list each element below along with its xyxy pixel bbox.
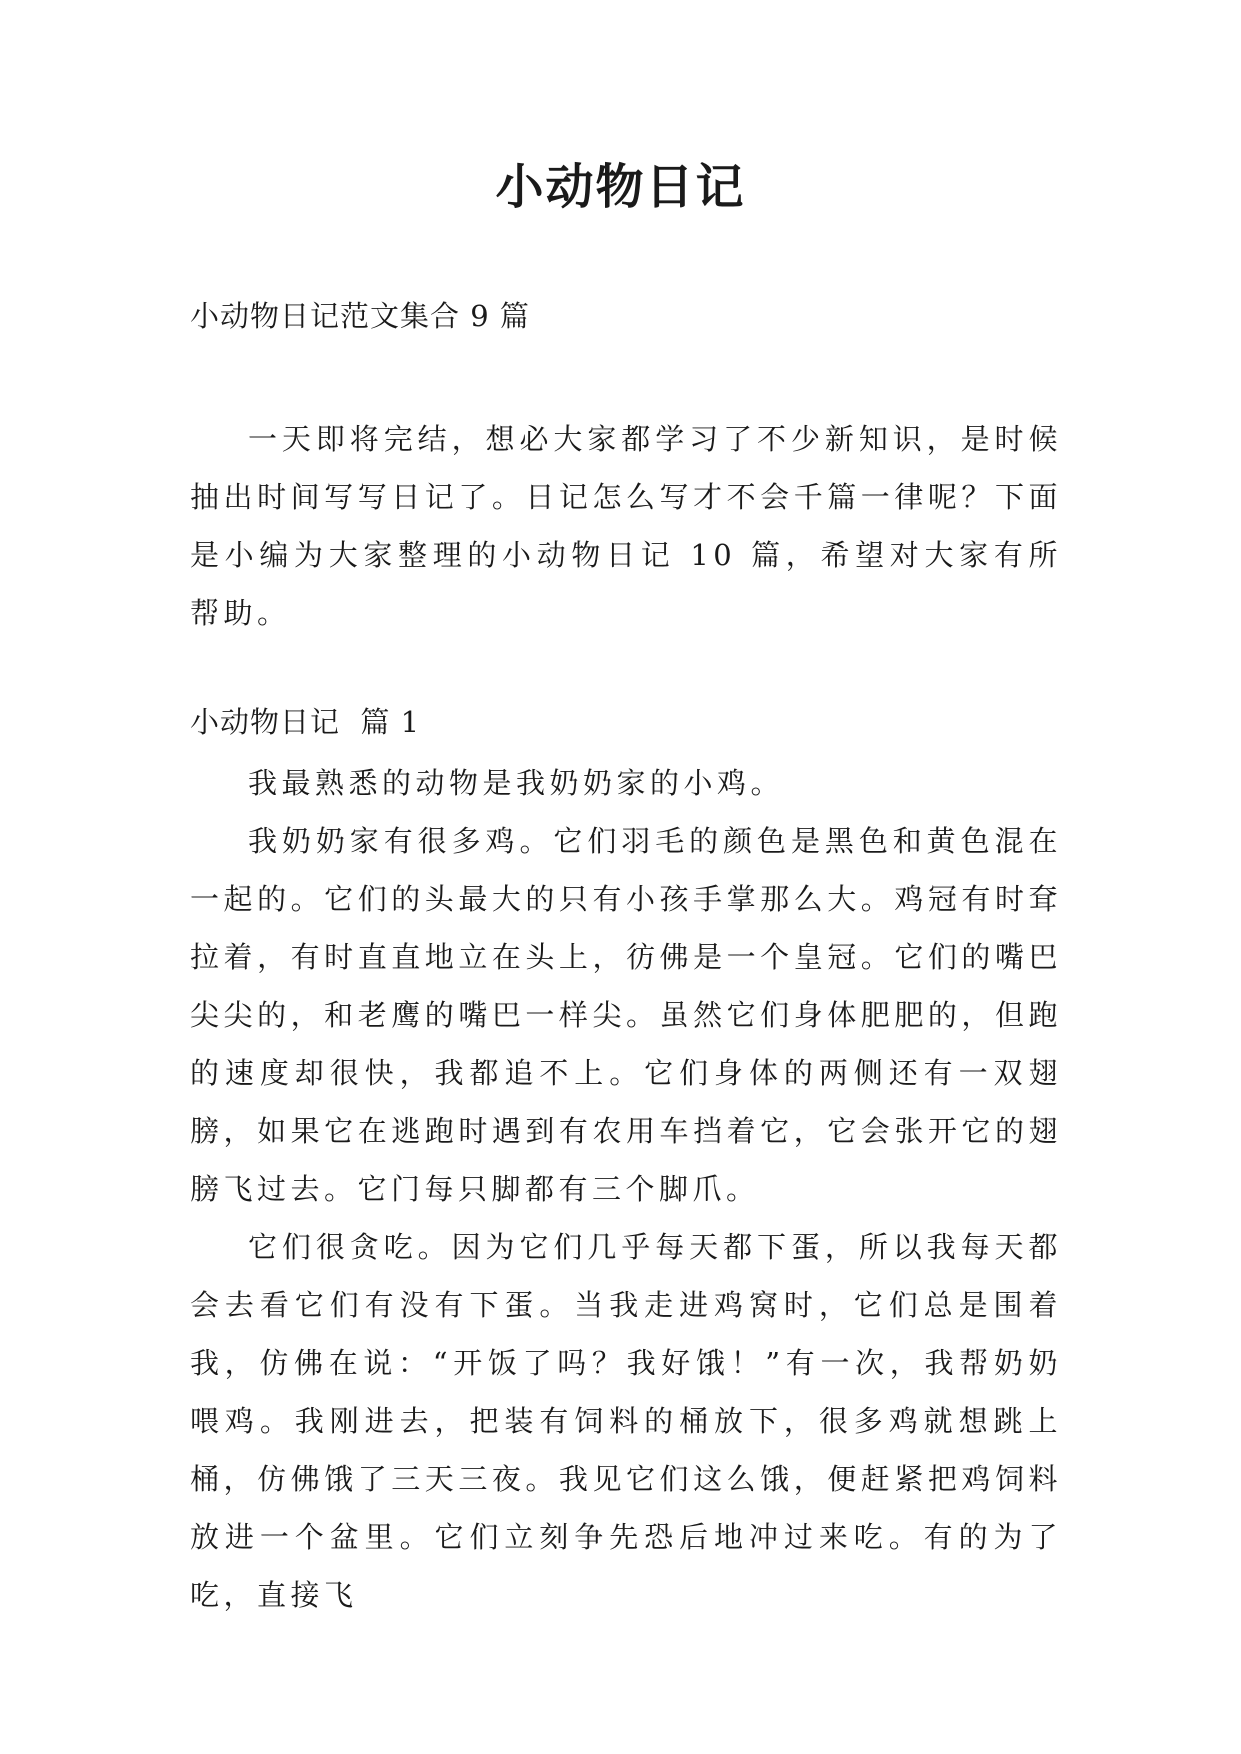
intro-paragraph: [190, 410, 1062, 642]
intro-text: 一天即将完结，想必大家都学习了不少新知识，是时候抽出时间写写日记了。日记怎么写才不会千篇一律呢？下面是小编为大家整理的小动物日记 10 篇，希望对大家有所帮助。: [190, 422, 1062, 630]
document-subtitle: 小动物日记范文集合 9 篇: [190, 299, 530, 333]
section-heading: 小动物日记 篇 1: [190, 705, 421, 739]
paragraph-2: 我奶奶家有很多鸡。它们羽毛的颜色是黑色和黄色混在一起的。它们的头最大的只有小孩手掌那么大。鸡冠有时耷拉着，有时直直地立在头上，彷佛是一个皇冠。它们的嘴巴尖尖的，和老鹰的嘴巴一样尖。虽然它们身体肥肥的，但跑的速度却很快，我都追不上。它们身体的两侧还有一双翅膀，如果它在逃跑时遇到有农用车挡着它，它会张开它的翅膀飞过去。它门每只脚都有三个脚爪。: [190, 824, 1062, 1206]
page-title: 小动物日记: [495, 159, 746, 215]
diary-article: [190, 754, 1062, 1624]
paragraph-3: 它们很贪吃。因为它们几乎每天都下蛋，所以我每天都会去看它们有没有下蛋。当我走进鸡窝时，它们总是围着我，仿佛在说：“开饭了吗？我好饿！”有一次，我帮奶奶喂鸡。我刚进去，把装有饲料的桶放下，很多鸡就想跳上桶，仿佛饿了三天三夜。我见它们这么饿，便赶紧把鸡饲料放进一个盆里。它们立刻争先恐后地冲过来吃。有的为了吃，直接飞: [190, 1230, 1062, 1612]
paragraph-1: 我最熟悉的动物是我奶奶家的小鸡。: [248, 766, 785, 800]
